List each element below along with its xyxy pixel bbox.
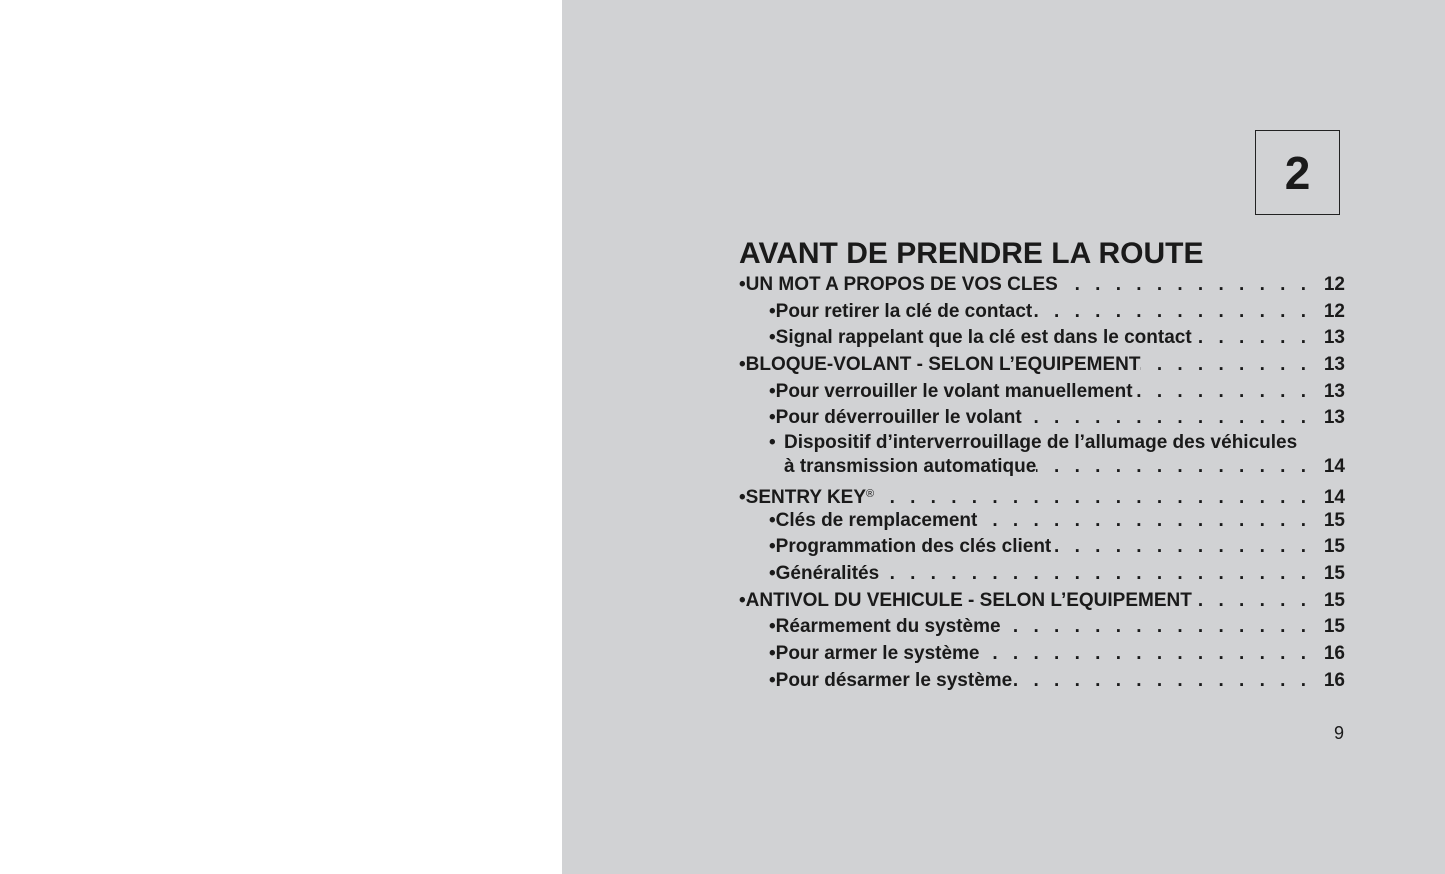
toc-page-number: 15 [1323, 616, 1345, 638]
dot-leader [1140, 352, 1311, 379]
toc-page-number: 13 [1323, 354, 1345, 376]
dot-leader [879, 561, 1311, 588]
right-page [562, 0, 1445, 874]
bullet-icon: • [769, 380, 776, 402]
toc-page-number: 12 [1323, 274, 1345, 295]
bullet-icon: • [739, 486, 746, 508]
toc-page-number: 13 [1323, 327, 1345, 349]
dot-leader [1001, 614, 1311, 641]
bullet-icon: • [769, 300, 776, 322]
dot-leader [1192, 588, 1311, 615]
toc-page-number: 15 [1323, 536, 1345, 558]
toc-entry-sentry-key[interactable]: • SENTRY KEY® . . . 14 [739, 481, 1345, 508]
dot-leader [1133, 379, 1311, 406]
section-title: AVANT DE PRENDRE LA ROUTE [739, 237, 1204, 270]
toc-entry-cles-remplacement[interactable]: • Clés de remplacement . . . 15 [739, 508, 1345, 535]
toc-page-number: 14 [1323, 486, 1345, 508]
dot-leader [1032, 299, 1311, 326]
bullet-icon: • [769, 669, 776, 691]
bullet-icon: • [769, 642, 776, 664]
page-number: 9 [1333, 723, 1344, 743]
bullet-icon: • [769, 407, 776, 429]
toc-page-number: 15 [1323, 589, 1345, 611]
toc-entry-desarmer-systeme[interactable]: • Pour désarmer le système . . . 16 [739, 668, 1345, 695]
toc-entry-armer-systeme[interactable]: • Pour armer le système . . . 16 [739, 641, 1345, 668]
dot-leader [1051, 534, 1311, 561]
toc-entry-signal-rappelant[interactable]: • Signal rappelant que la clé est dans le contact . . . 13 [739, 325, 1345, 352]
toc-entry-programmation-cles[interactable]: • Programmation des clés client . . . 15 [739, 534, 1345, 561]
bullet-icon: • [769, 432, 776, 454]
toc-page-number: 12 [1323, 300, 1345, 322]
bullet-icon: • [769, 509, 776, 531]
toc-entry-verrouiller-volant[interactable]: • Pour verrouiller le volant manuellement . . . 13 [739, 379, 1345, 406]
dot-leader [1058, 272, 1311, 299]
toc-entry-rearmement-systeme[interactable]: • Réarmement du système . . . 15 [739, 614, 1345, 641]
bullet-icon: • [769, 616, 776, 638]
dot-leader [977, 508, 1311, 535]
toc-page-number: 15 [1323, 562, 1345, 584]
chapter-number-box: 2 [1255, 130, 1340, 215]
toc-page-number: 16 [1323, 642, 1345, 664]
bullet-icon: • [739, 589, 746, 611]
dot-leader [980, 641, 1312, 668]
toc-entry-antivol-vehicule[interactable]: • ANTIVOL DU VEHICULE - SELON L’EQUIPEMENT . . . 15 [739, 588, 1345, 615]
table-of-contents [739, 272, 1345, 694]
toc-page-number: 14 [1323, 456, 1345, 478]
registered-mark: ® [866, 487, 875, 500]
dot-leader [1012, 668, 1311, 695]
bullet-icon: • [769, 562, 776, 584]
toc-page-number: 16 [1323, 669, 1345, 691]
toc-entry-bloque-volant[interactable]: • BLOQUE-VOLANT - SELON L’EQUIPEMENT . . . 13 [739, 352, 1345, 379]
dot-leader [1036, 454, 1311, 481]
toc-page-number: 13 [1323, 407, 1345, 429]
toc-entry-un-mot-a-propos[interactable]: • UN MOT A PROPOS DE VOS CLES . . . 12 [739, 272, 1345, 299]
toc-page-number: 15 [1323, 509, 1345, 531]
toc-entry-dispositif-interverrouillage-cont[interactable]: à transmission automatique . . . 14 [739, 454, 1345, 481]
toc-entry-pour-retirer-cle[interactable]: • Pour retirer la clé de contact . . . 12 [739, 299, 1345, 326]
bullet-icon: • [739, 274, 746, 295]
bullet-icon: • [769, 327, 776, 349]
dot-leader [1192, 325, 1311, 352]
bullet-icon: • [739, 354, 746, 376]
toc-entry-deverrouiller-volant[interactable]: • Pour déverrouiller le volant . . . 13 [739, 405, 1345, 432]
dot-leader [1022, 405, 1311, 432]
toc-entry-generalites[interactable]: • Généralités . . . 15 [739, 561, 1345, 588]
toc-page-number: 13 [1323, 380, 1345, 402]
bullet-icon: • [769, 536, 776, 558]
left-page-blank [0, 0, 562, 874]
toc-entry-dispositif-interverrouillage[interactable]: • Dispositif d’interverrouillage de l’allumage des véhicules [769, 432, 1298, 454]
